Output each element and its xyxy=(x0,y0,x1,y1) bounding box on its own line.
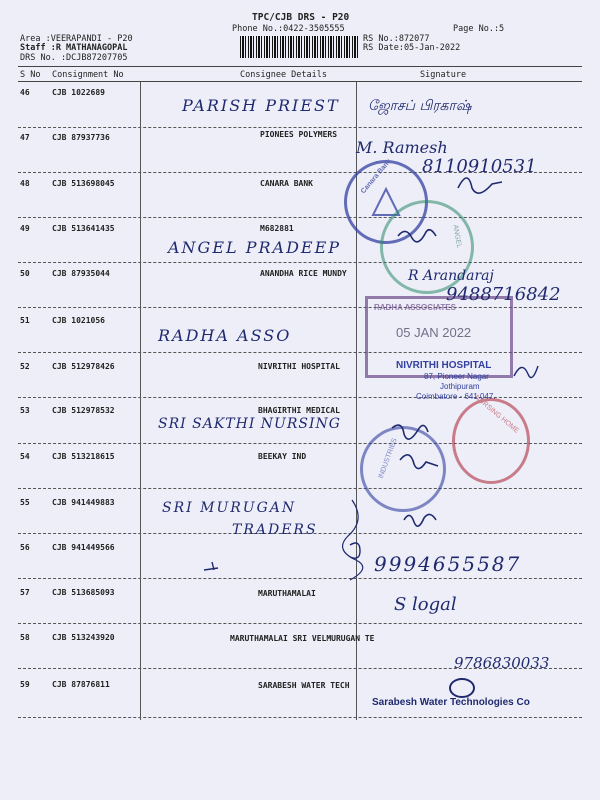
column-header-signature: Signature xyxy=(420,70,467,80)
drs-number: DRS No. :DCJB87207705 xyxy=(20,53,128,63)
column-header-sno: S No xyxy=(20,70,41,80)
page-number: Page No.:5 xyxy=(453,24,505,34)
row-consignee: PIONEES POLYMERS xyxy=(260,130,338,139)
row-consignee: MARUTHAMALAI xyxy=(258,589,316,598)
rs-date: RS Date:05-Jan-2022 xyxy=(363,43,461,53)
handwritten-signature-58: 9786830033 xyxy=(454,654,550,672)
row-sno: 51 xyxy=(20,316,30,325)
handwritten-signature-57: S logal xyxy=(394,594,457,615)
row-sno: 54 xyxy=(20,452,30,461)
angel-stamp: ANGEL xyxy=(380,200,474,294)
rs-number: RS No.:872077 xyxy=(363,34,430,44)
row-sno: 48 xyxy=(20,179,30,188)
row-consignment: CJB 1021056 xyxy=(52,316,105,325)
nivrithi-stamp-address-3: Coimbatore - 641 047. xyxy=(416,392,496,401)
row-consignment: CJB 513243920 xyxy=(52,633,115,642)
sarabesh-stamp: Sarabesh Water Technologies Co xyxy=(372,697,530,708)
row-consignee: ANANDHA RICE MUNDY xyxy=(260,269,347,278)
row-consignee: CANARA BANK xyxy=(260,179,313,188)
row-sno: 49 xyxy=(20,224,30,233)
row-sno: 56 xyxy=(20,543,30,552)
column-header-consignment: Consignment No xyxy=(52,70,124,80)
handwritten-consignee-55a: SRI MURUGAN xyxy=(162,500,297,516)
handwritten-signature-47a: M. Ramesh xyxy=(356,138,448,157)
row-consignment: CJB 87935044 xyxy=(52,269,110,278)
row-consignee: MARUTHAMALAI SRI VELMURUGAN TE xyxy=(230,634,375,643)
nursing-home-stamp: NURSING HOME xyxy=(452,398,530,484)
row-consignment: CJB 941449883 xyxy=(52,498,115,507)
row-consignee: NIVRITHI HOSPITAL xyxy=(258,362,340,371)
nivrithi-stamp-address-1: 87, Pioneer Nagar xyxy=(424,372,489,381)
row-sno: 59 xyxy=(20,680,30,689)
row-sno: 52 xyxy=(20,362,30,371)
row-consignment: CJB 87937736 xyxy=(52,133,110,142)
row-consignment: CJB 513641435 xyxy=(52,224,115,233)
row-consignment: CJB 87876811 xyxy=(52,680,110,689)
canara-bank-stamp: Canara Bank xyxy=(344,160,428,244)
nivrithi-stamp-title: NIVRITHI HOSPITAL xyxy=(396,360,492,371)
date-stamp: 05 JAN 2022 xyxy=(396,325,472,340)
nivrithi-stamp-address-2: Jothipuram xyxy=(440,382,480,391)
radha-associates-stamp: RADHA ASSOCIATES 05 JAN 2022 xyxy=(365,296,513,378)
row-sno: 46 xyxy=(20,88,30,97)
row-consignee: SARABESH WATER TECH xyxy=(258,681,350,690)
area-label: Area :VEERAPANDI - P20 xyxy=(20,34,133,44)
staff-label: Staff :R MATHANAGOPAL xyxy=(20,43,128,53)
document-title: TPC/CJB DRS - P20 xyxy=(252,12,350,23)
row-consignment: CJB 941449566 xyxy=(52,543,115,552)
row-consignment: CJB 512978426 xyxy=(52,362,115,371)
handwritten-consignee-55b: TRADERS xyxy=(232,522,318,538)
column-header-consignee: Consignee Details xyxy=(240,70,327,80)
row-sno: 50 xyxy=(20,269,30,278)
handwritten-consignee-53: SRI SAKTHI NURSING xyxy=(158,416,341,432)
handwritten-consignee-46: PARISH PRIEST xyxy=(182,96,340,115)
row-consignment: CJB 513685093 xyxy=(52,588,115,597)
phone-number: Phone No.:0422-3505555 xyxy=(232,24,345,34)
row-sno: 55 xyxy=(20,498,30,507)
row-consignment: CJB 513218615 xyxy=(52,452,115,461)
row-consignment: CJB 513698045 xyxy=(52,179,115,188)
row-consignment: CJB 512978532 xyxy=(52,406,115,415)
row-sno: 47 xyxy=(20,133,30,142)
row-consignee: BEEKAY IND xyxy=(258,452,307,461)
handwritten-consignee-49: ANGEL PRADEEP xyxy=(168,238,342,257)
handwritten-consignee-51: RADHA ASSO xyxy=(158,326,292,345)
row-consignee: BHAGIRTHI MEDICAL xyxy=(258,406,340,415)
handwritten-signature-47b: 8110910531 xyxy=(422,156,537,177)
row-consignment: CJB 1022689 xyxy=(52,88,105,97)
handwritten-signature-56: 9994655587 xyxy=(374,552,522,576)
handwritten-signature-46: ஜோசப் பிரகாஷ் xyxy=(368,98,472,114)
row-sno: 58 xyxy=(20,633,30,642)
beekay-industries-stamp: INDUSTRIES xyxy=(360,426,446,512)
row-sno: 57 xyxy=(20,588,30,597)
row-consignee: M682881 xyxy=(260,224,294,233)
row-sno: 53 xyxy=(20,406,30,415)
handwritten-signature-50a: R Arandaraj xyxy=(408,268,494,284)
handwritten-signature-50b: 9488716842 xyxy=(446,284,561,305)
